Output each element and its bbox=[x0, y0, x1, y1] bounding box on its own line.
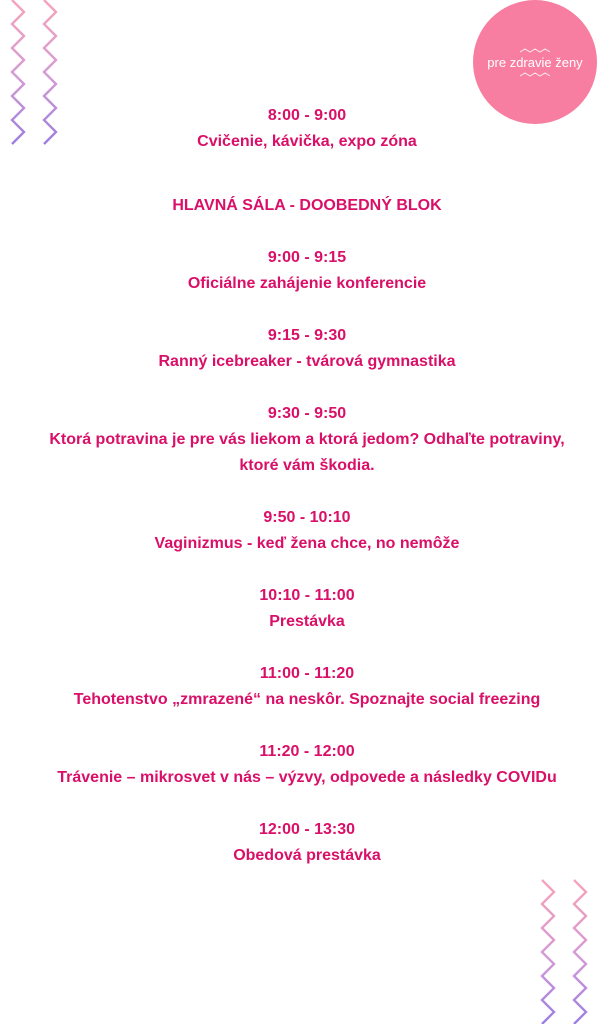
schedule-item bbox=[0, 505, 614, 557]
schedule-item bbox=[0, 661, 614, 713]
schedule-item bbox=[0, 323, 614, 375]
item-title: Ranný icebreaker - tvárová gymnastika bbox=[158, 353, 456, 370]
brand-badge-text: pre zdravie ženy bbox=[487, 54, 583, 70]
wave-icon bbox=[520, 72, 550, 77]
item-title: Oficiálne zahájenie konferencie bbox=[187, 275, 427, 292]
schedule-item bbox=[0, 245, 614, 297]
item-time: 11:20 - 12:00 bbox=[259, 743, 355, 760]
schedule-item bbox=[0, 583, 614, 635]
schedule-item bbox=[0, 401, 614, 479]
item-time: 9:15 - 9:30 bbox=[267, 327, 347, 344]
schedule bbox=[0, 103, 614, 895]
item-time: 9:30 - 9:50 bbox=[267, 405, 347, 422]
zigzag-decoration-bottom-right-icon bbox=[540, 878, 600, 1024]
item-title: Vaginizmus - keď žena chce, no nemôže bbox=[154, 535, 460, 552]
item-title: Ktorá potravina je pre vás liekom a ktorá jedom? Odhaľte potraviny, ktoré vám škodia. bbox=[49, 431, 565, 474]
schedule-intro bbox=[0, 103, 614, 155]
wave-icon bbox=[520, 48, 550, 53]
item-title: Tehotenstvo „zmrazené“ na neskôr. Spoznajte social freezing bbox=[73, 691, 541, 708]
item-time: 11:00 - 11:20 bbox=[259, 665, 355, 682]
item-time: 9:50 - 10:10 bbox=[263, 509, 351, 526]
intro-title: Cvičenie, kávička, expo zóna bbox=[197, 133, 417, 150]
item-time: 10:10 - 11:00 bbox=[259, 587, 355, 604]
item-title: Trávenie – mikrosvet v nás – výzvy, odpovede a následky COVIDu bbox=[57, 769, 557, 786]
section-heading: HLAVNÁ SÁLA - DOOBEDNÝ BLOK bbox=[172, 197, 442, 214]
item-time: 9:00 - 9:15 bbox=[267, 249, 347, 266]
schedule-item bbox=[0, 817, 614, 869]
item-title: Obedová prestávka bbox=[233, 847, 381, 864]
schedule-item bbox=[0, 739, 614, 791]
item-title: Prestávka bbox=[269, 613, 345, 630]
item-time: 12:00 - 13:30 bbox=[258, 821, 356, 838]
intro-time: 8:00 - 9:00 bbox=[267, 107, 347, 124]
